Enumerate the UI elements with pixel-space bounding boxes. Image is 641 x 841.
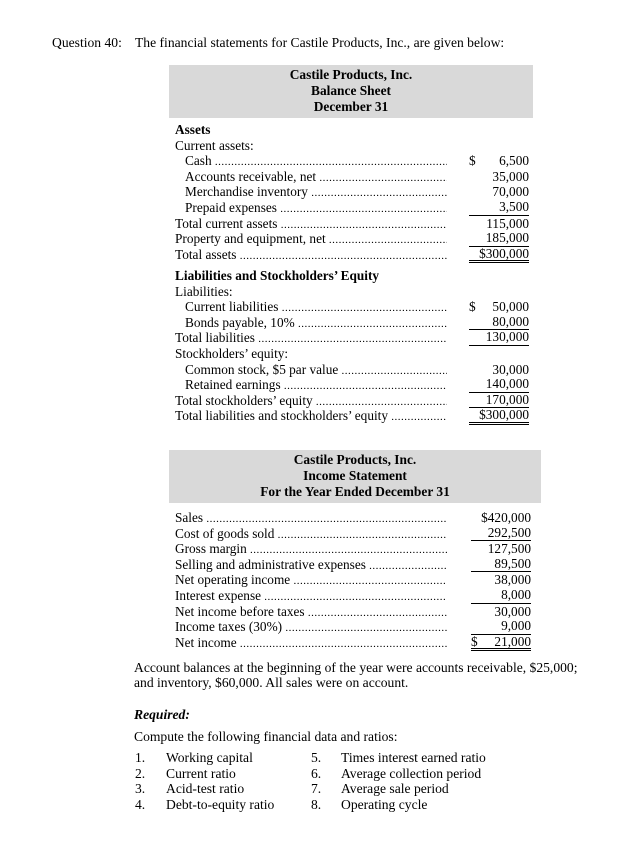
row-label: Net income: [175, 634, 237, 650]
row-label: Gross margin: [175, 541, 247, 557]
list-label: Average sale period: [341, 781, 449, 796]
list-number: 1.: [135, 750, 146, 765]
list-label: Average collection period: [341, 766, 482, 781]
table-row: [175, 393, 529, 409]
row-label: Bonds payable, 10%: [185, 314, 295, 330]
row-value: 185,000: [469, 231, 529, 247]
currency-symbol: $: [471, 633, 478, 649]
required-heading: Required:: [134, 707, 190, 722]
table-row: [175, 216, 529, 232]
company-name: Castile Products, Inc.: [289, 67, 413, 82]
statement-title: Balance Sheet: [311, 82, 391, 98]
liabilities-heading: Liabilities:: [175, 283, 233, 299]
table-row: [175, 557, 531, 573]
row-label: Net operating income: [175, 572, 291, 588]
row-value: 35,000: [492, 168, 529, 184]
currency-symbol: $: [469, 153, 476, 169]
company-name: Castile Products, Inc.: [293, 452, 417, 467]
table-row: [175, 330, 529, 346]
table-row: [175, 200, 529, 216]
list-label: Operating cycle: [341, 797, 428, 812]
table-row: [175, 635, 531, 651]
row-value: 6,500: [499, 153, 529, 169]
row-value: $420,000: [481, 510, 531, 525]
row-value: 292,500: [471, 526, 531, 542]
current-assets-heading: Current assets:: [175, 137, 254, 153]
row-label: Prepaid expenses: [185, 199, 277, 215]
row-label: Net income before taxes: [175, 603, 305, 619]
row-label: Accounts receivable, net: [185, 168, 317, 184]
list-label: Acid-test ratio: [166, 781, 245, 796]
liabilities-equity-section: [175, 268, 529, 424]
notes-line-2: and inventory, $60,000. All sales were on account.: [134, 675, 409, 691]
list-label: Debt-to-equity ratio: [166, 797, 275, 812]
liabilities-equity-heading: Liabilities and Stockholders’ Equity: [175, 268, 380, 283]
row-value: 130,000: [469, 330, 529, 346]
income-statement-header: [169, 450, 541, 503]
row-label: Total assets: [175, 246, 237, 262]
equity-heading: Stockholders’ equity:: [175, 345, 289, 361]
row-label: Total liabilities: [175, 330, 255, 346]
list-label: Current ratio: [166, 766, 236, 781]
statement-period: For the Year Ended December 31: [260, 483, 450, 499]
row-value: 3,500: [469, 200, 529, 216]
row-value: 70,000: [492, 184, 529, 200]
row-label: Total current assets: [175, 215, 278, 231]
list-number: 3.: [135, 781, 146, 796]
row-label: Total stockholders’ equity: [175, 392, 313, 408]
list-number: 5.: [311, 750, 322, 765]
question-number: Question 40:: [52, 35, 122, 50]
list-label: Working capital: [166, 750, 253, 765]
table-row: [175, 299, 529, 315]
list-label: Times interest earned ratio: [341, 750, 486, 765]
question-line: [52, 35, 504, 51]
table-row: [175, 377, 529, 393]
list-item: [311, 797, 427, 813]
list-item: [311, 766, 481, 782]
table-row: [175, 572, 531, 588]
row-value: 170,000: [469, 393, 529, 409]
list-item: [135, 781, 244, 797]
table-row: [175, 153, 529, 169]
row-value: 127,500: [487, 541, 531, 557]
row-label: Cash: [185, 153, 212, 169]
row-value: 21,000: [494, 633, 531, 649]
assets-heading: Assets: [175, 122, 211, 137]
row-value: 8,000: [471, 588, 531, 604]
income-statement-body: [175, 510, 531, 650]
row-value: 80,000: [469, 315, 529, 331]
row-value: $300,000: [469, 408, 529, 425]
balance-sheet-header: [169, 65, 533, 118]
assets-section: [175, 122, 529, 262]
row-value: 9,000: [471, 619, 531, 635]
table-row: [175, 184, 529, 200]
row-value: 115,000: [486, 215, 529, 231]
row-value: $300,000: [469, 247, 529, 264]
table-row: [175, 588, 531, 604]
table-row: [175, 362, 529, 378]
list-item: [135, 750, 253, 766]
list-number: 6.: [311, 766, 322, 781]
row-label: Retained earnings: [185, 377, 281, 393]
table-row: [175, 604, 531, 620]
table-row: [175, 510, 531, 526]
row-value: 89,500: [471, 557, 531, 573]
table-row: [175, 408, 529, 424]
list-item: [311, 781, 449, 797]
row-label: Cost of goods sold: [175, 525, 275, 541]
row-label: Income taxes (30%): [175, 619, 283, 635]
table-row: [175, 526, 531, 542]
row-label: Property and equipment, net: [175, 231, 326, 247]
list-number: 2.: [135, 766, 146, 781]
notes-line-1: Account balances at the beginning of the year were accounts receivable, $25,000;: [134, 660, 578, 675]
question-intro: The financial statements for Castile Products, Inc., are given below:: [135, 35, 505, 50]
row-label: Total liabilities and stockholders’ equity: [175, 408, 389, 424]
row-label: Merchandise inventory: [185, 184, 308, 200]
row-value: 140,000: [469, 377, 529, 393]
list-number: 8.: [311, 797, 322, 812]
table-row: [175, 619, 531, 635]
notes-paragraph: [134, 660, 594, 691]
statement-date: December 31: [313, 98, 389, 114]
list-number: 4.: [135, 797, 146, 812]
list-item: [135, 766, 236, 782]
row-value: 50,000: [492, 299, 529, 315]
row-value: 30,000: [492, 361, 529, 377]
table-row: [175, 169, 529, 185]
list-number: 7.: [311, 781, 322, 796]
table-row: [175, 541, 531, 557]
list-item: [311, 750, 486, 766]
row-label: Common stock, $5 par value: [185, 361, 339, 377]
row-label: Selling and administrative expenses: [175, 556, 366, 572]
table-row: [175, 247, 529, 263]
row-label: Current liabilities: [185, 299, 279, 315]
currency-symbol: $: [469, 299, 476, 315]
statement-title: Income Statement: [303, 467, 407, 483]
required-instruction: Compute the following financial data and ratios:: [134, 729, 398, 744]
list-item: [135, 797, 274, 813]
row-label: Interest expense: [175, 587, 262, 603]
row-label: Sales: [175, 510, 204, 525]
table-row: [175, 315, 529, 331]
row-value: 30,000: [494, 603, 531, 619]
row-value: 38,000: [494, 572, 531, 588]
table-row: [175, 231, 529, 247]
